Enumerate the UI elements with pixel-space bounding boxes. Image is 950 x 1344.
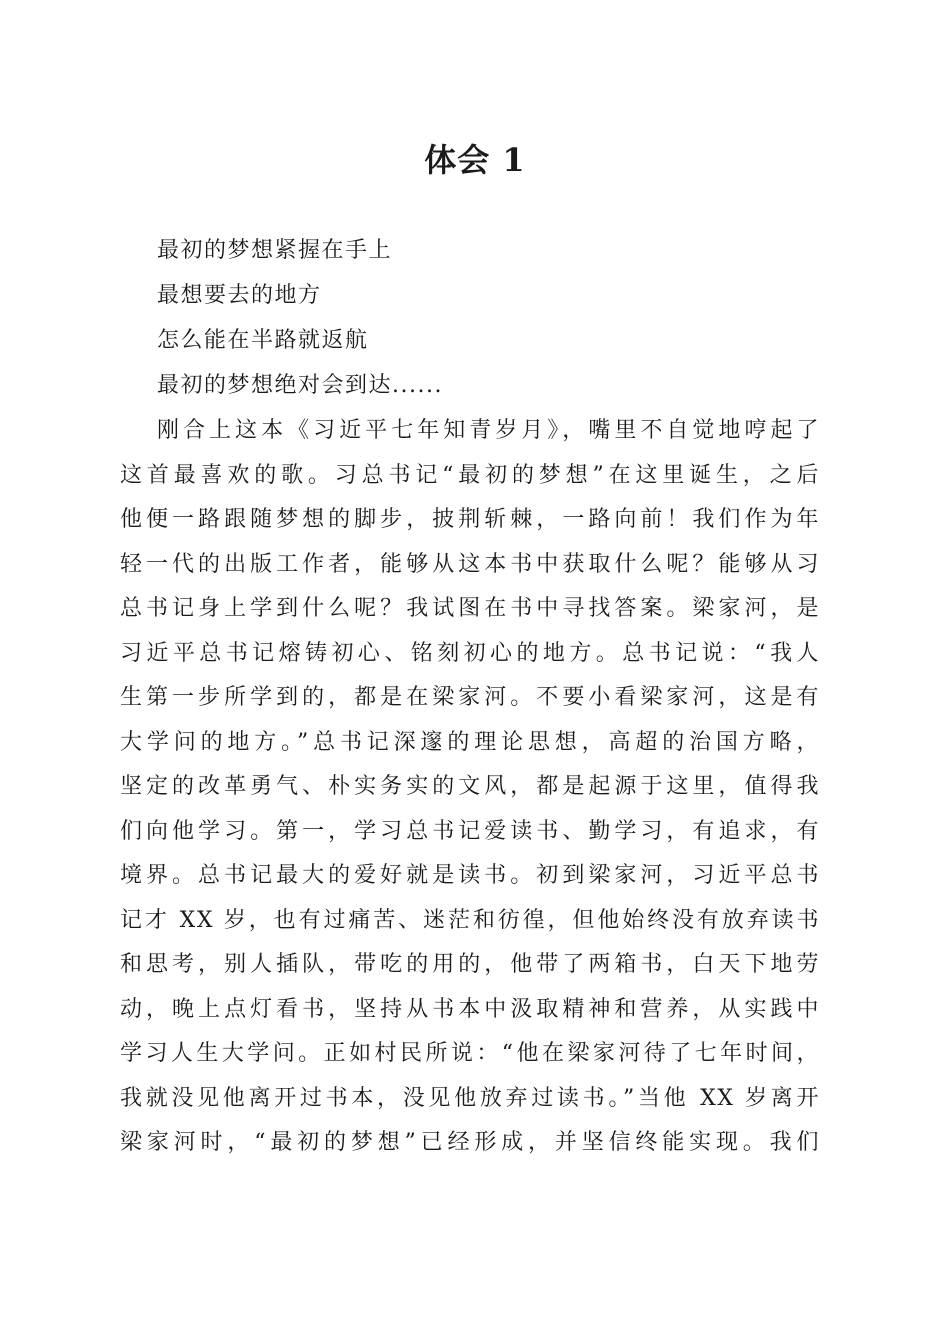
paragraph-line: 他便一路跟随梦想的脚步，披荆斩棘，一路向前！我们作为年 [120,507,820,532]
paragraph-line: 我就没见他离开过书本，没见他放弃过读书。”当他 XX 岁离开 [120,1085,820,1111]
paragraph-line: 轻一代的出版工作者，能够从这本书中获取什么呢？能够从习 [120,551,820,577]
poem-block [157,228,837,408]
paragraph-line: 大学问的地方。”总书记深邃的理论思想，高超的治国方略， [120,729,820,755]
poem-line: 怎么能在半路就返航 [157,328,369,353]
paragraph-line: 境界。总书记最大的爱好就是读书。初到梁家河，习近平总书 [120,863,820,888]
body-paragraph [120,409,820,1166]
document-title: 体会 1 [424,141,526,179]
paragraph-line: 们向他学习。第一，学习总书记爱读书、勤学习，有追求，有 [120,818,820,844]
paragraph-line: 记才 XX 岁，也有过痛苦、迷茫和彷徨，但他始终没有放弃读书 [120,907,820,933]
paragraph-line: 学习人生大学问。正如村民所说：“他在梁家河待了七年时间， [120,1041,820,1066]
paragraph-line: 梁家河时，“最初的梦想”已经形成，并坚信终能实现。我们 [120,1130,820,1155]
paragraph-line: 坚定的改革勇气、朴实务实的文风，都是起源于这里，值得我 [120,774,820,799]
paragraph-line: 刚合上这本《习近平七年知青岁月》，嘴里不自觉地哼起了 [157,418,820,443]
paragraph-line: 生第一步所学到的，都是在梁家河。不要小看梁家河，这是有 [120,685,820,710]
poem-line: 最初的梦想紧握在手上 [157,238,393,263]
paragraph-line: 习近平总书记熔铸初心、铭刻初心的地方。总书记说：“我人 [120,640,820,666]
paragraph-line: 这首最喜欢的歌。习总书记“最初的梦想”在这里诞生，之后 [120,462,820,488]
paragraph-line: 总书记身上学到什么呢？我试图在书中寻找答案。梁家河，是 [120,596,820,621]
paragraph-line: 和思考，别人插队，带吃的用的，他带了两箱书，白天下地劳 [120,952,820,977]
paragraph-line: 动，晚上点灯看书，坚持从书本中汲取精神和营养，从实践中 [120,996,820,1022]
poem-line: 最想要去的地方 [157,283,322,308]
poem-line: 最初的梦想绝对会到达...... [157,373,443,398]
